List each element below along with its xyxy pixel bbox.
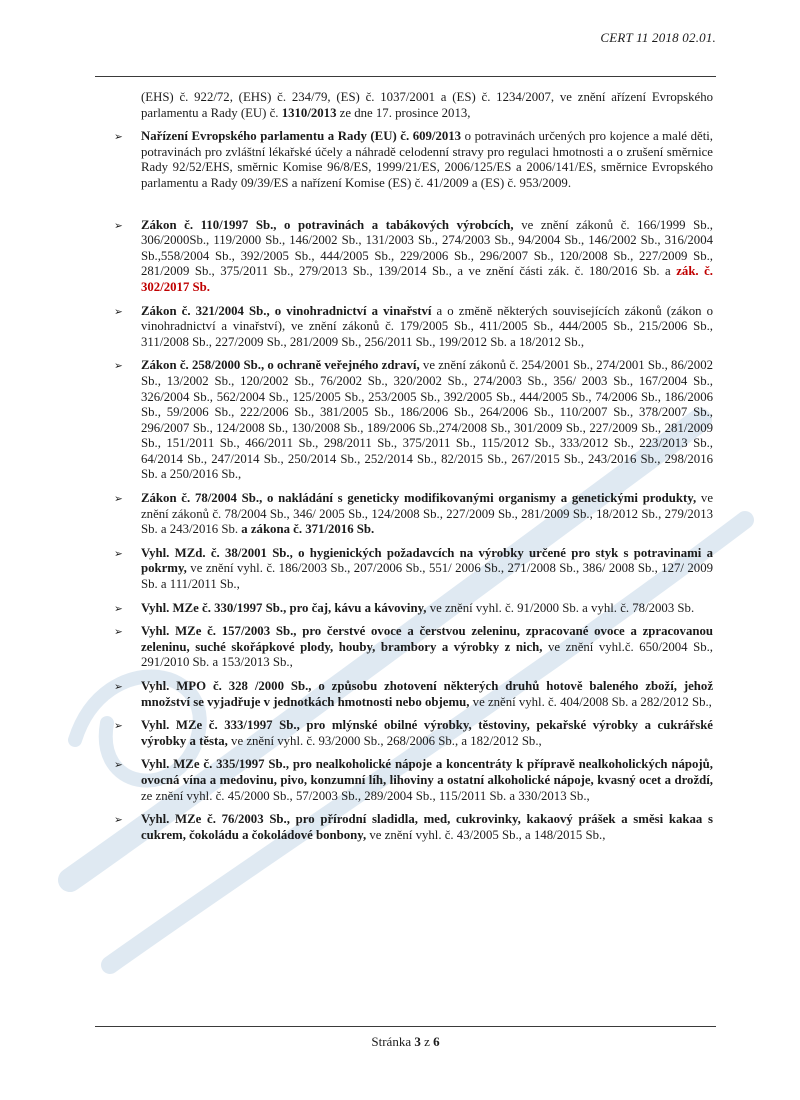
text-segment: ve znění zákonů č. 166/1999 Sb., 306/2000Sb., 119/2000 Sb., 146/2002 Sb., 131/2003 Sb., 274/2003 Sb., 94/2004 Sb., 146/2002 Sb., 316/2004 Sb.,558/2004 Sb., 392/2005 Sb., 444/2005 Sb., 229/2006 Sb., 296/2007 Sb., 120/2008 Sb., 227/2009 Sb., 281/2009 Sb., 375/2011 Sb., 279/2013 Sb., 139/2014 Sb., a ve znění části zák. č. 180/2016 Sb. a — [141, 217, 714, 279]
text-segment: 6 — [433, 1034, 440, 1049]
bullet-arrow-icon: ➢ — [114, 720, 123, 733]
regulation-list — [114, 129, 714, 843]
text-segment: ve znění vyhl. č. 93/2000 Sb., 268/2006 Sb., a 182/2012 Sb., — [227, 733, 542, 748]
bullet-arrow-icon: ➢ — [114, 626, 123, 639]
bullet-arrow-icon: ➢ — [114, 493, 123, 506]
text-segment: Vyhl. MPO č. 328 /2000 Sb., o způsobu zhotovení některých druhů hotově baleného zboží, jehož množství se vyjadřuje v jednotkách hmotnosti nebo objemu, — [141, 679, 713, 709]
list-item — [114, 718, 713, 749]
list-item — [114, 358, 713, 483]
list-item — [114, 624, 714, 671]
text-segment: Vyhl. MZe č. 157/2003 Sb., pro čerstvé ovoce a čerstvou zeleninu, zpracované ovoce a zpracovanou zeleninu, suché skořápkové plody, houby, brambory a výrobky z nich, — [141, 624, 713, 654]
text-segment: Nařízení Evropského parlamentu a Rady (EU) č. 609/2013 — [141, 129, 462, 144]
bullet-arrow-icon: ➢ — [114, 602, 123, 615]
item-text — [141, 601, 713, 617]
header-rule — [95, 76, 716, 77]
text-segment: o potravinách určených pro kojence a malé děti, potravinách pro zvláštní lékařské účely a náhradě celodenní stravy pro regulaci hmotnosti a o zrušení směrnice Rady 92/52/EHS, směrnic Komise 96/8/ES, 1999/21/ES, 2006/125/ES a 2006/141/ES, směrnice Evropského parlamentu a Rady 09/39/ES a nařízení Komise (ES) č. 41/2009 a (ES) č. 953/2009. — [141, 129, 713, 190]
list-item — [114, 679, 713, 710]
item-text — [141, 491, 713, 538]
text-segment: Vyhl. MZe č. 335/1997 Sb., pro nealkoholické nápoje a koncentráty k přípravě nealkoholických nápojů, ovocná vína a medovinu, pivo, konzumní líh, lihoviny a ostatní alkoholické nápoje, kvasný ocet a droždí, — [141, 757, 713, 787]
text-segment: Vyhl. MZe č. 76/2003 Sb., pro přírodní sladidla, med, cukrovinky, kakaový prášek a směsi kakaa s cukrem, čokoládu a čokoládové bonbony, — [141, 812, 713, 842]
item-text — [141, 218, 713, 296]
bullet-arrow-icon: ➢ — [114, 547, 123, 560]
text-segment: Vyhl. MZe č. 330/1997 Sb., pro čaj, kávu a kávoviny, — [141, 600, 427, 615]
text-segment: ve znění zákonů č. 254/2001 Sb., 274/2001 Sb., 86/2002 Sb., 13/2002 Sb., 120/2002 Sb., 76/2002 Sb., 320/2002 Sb., 274/2003 Sb., 356/ 2003 Sb., 167/2004 Sb., 326/2004 Sb., 562/2004 Sb., 125/2005 Sb., 253/2005 Sb., 392/2005 Sb., 444/2005 Sb., 74/2006 Sb., 186/2006 Sb., 59/2006 Sb., 222/2006 Sb., 381/2005 Sb., 186/2006 Sb., 264/2006 Sb., 110/2007 Sb., 378/2007 Sb., 296/2007 Sb., 124/2008 Sb., 130/2008 Sb., 189/2006 Sb.,274/2008 Sb., 301/2009 Sb., 227/2009 Sb., 281/2009 Sb., 151/2011 Sb., 466/2011 Sb., 298/2011 Sb., 375/2011 Sb., 115/2012 Sb., 333/2012 Sb., 223/2013 Sb., 64/2014 Sb., 247/2014 Sb., 250/2014 Sb., 252/2014 Sb., 82/2015 Sb., 267/2015 Sb., 243/2016 Sb., 298/2016 Sb. a 250/2016 Sb., — [141, 358, 713, 482]
item-text — [141, 718, 713, 749]
intro-paragraph — [141, 90, 713, 121]
text-segment: Vyhl. MZe č. 333/1997 Sb., pro mlýnské obilné výrobky, těstoviny, pekařské výrobky a cukrářské výrobky a těsta, — [141, 718, 713, 748]
text-segment: ve znění vyhl. č. 404/2008 Sb. a 282/2012 Sb., — [469, 694, 712, 709]
list-item — [114, 303, 713, 351]
bullet-arrow-icon: ➢ — [114, 305, 123, 318]
list-item — [114, 217, 714, 296]
text-segment: Zákon č. 78/2004 Sb., o nakládání s geneticky modifikovanými organismy a genetickými produkty, — [141, 491, 697, 506]
text-segment: ve znění zákonů č. 78/2004 Sb., 346/ 2005 Sb., 124/2008 Sb., 227/2009 Sb., 281/2009 Sb., 18/2012 Sb., 279/2013 Sb. a 243/2016 Sb. — [141, 491, 713, 537]
document-body — [114, 90, 714, 851]
text-segment: ve znění vyhl. č. 91/2000 Sb. a vyhl. č. 78/2003 Sb. — [426, 600, 695, 615]
header-doc-code: CERT 11 2018 02.01. — [600, 30, 716, 45]
bullet-arrow-icon: ➢ — [114, 131, 123, 144]
footer-page-number — [371, 1034, 439, 1049]
text-segment: 3 — [414, 1034, 421, 1049]
item-text — [141, 358, 713, 483]
text-segment: (EHS) č. 922/72, (EHS) č. 234/79, (ES) č. 1037/2001 a (ES) č. 1234/2007, ve znění ařízení Evropského parlamentu a Rady (EU) č. — [141, 90, 713, 120]
bullet-arrow-icon: ➢ — [114, 759, 123, 772]
text-segment: Zákon č. 258/2000 Sb., o ochraně veřejného zdraví, — [141, 358, 420, 373]
list-item — [114, 812, 713, 843]
text-segment: ve znění vyhl. č. 43/2005 Sb., a 148/2015 Sb., — [366, 827, 606, 842]
text-segment: ze dne 17. prosince 2013, — [336, 105, 471, 120]
list-item — [114, 491, 713, 538]
item-text — [141, 812, 713, 843]
text-segment: 1310/2013 — [281, 105, 337, 120]
bullet-arrow-icon: ➢ — [114, 814, 123, 827]
bullet-arrow-icon: ➢ — [114, 219, 123, 232]
list-item — [114, 757, 713, 804]
text-segment: ze znění vyhl. č. 45/2000 Sb., 57/2003 Sb., 289/2004 Sb., 115/2011 Sb. a 330/2013 Sb., — [141, 788, 590, 803]
text-segment: zák. č. 302/2017 Sb. — [141, 264, 713, 294]
text-segment: Zákon č. 321/2004 Sb., o vinohradnictví a vinařství — [141, 303, 432, 318]
bullet-arrow-icon: ➢ — [114, 681, 123, 693]
text-segment: a o změně některých souvisejících zákonů (zákon o vinohradnictví a vinařství), ve znění zákonů č. 179/2005 Sb., 411/2005 Sb., 444/2005 Sb., 215/2006 Sb., 311/2008 Sb., 227/2009 Sb., 281/2009 Sb., 256/2011 Sb., 199/2012 Sb. a 18/2012 Sb., — [141, 303, 713, 349]
bullet-arrow-icon: ➢ — [114, 360, 123, 373]
item-text — [141, 546, 713, 593]
item-text — [141, 304, 713, 351]
text-segment: Vyhl. MZd. č. 38/2001 Sb., o hygienických požadavcích na výrobky určené pro styk s potravinami a pokrmy, — [141, 545, 713, 576]
text-segment: ve znění vyhl. č. 186/2003 Sb., 207/2006 Sb., 551/ 2006 Sb., 271/2008 Sb., 386/ 2008 Sb., 127/ 2009 Sb. a 111/2011 Sb., — [141, 561, 713, 592]
text-segment: Zákon č. 110/1997 Sb., o potravinách a tabákových výrobcích, — [141, 217, 514, 232]
item-text — [141, 757, 713, 804]
list-item — [114, 129, 713, 191]
list-item — [114, 545, 713, 593]
page-footer — [95, 1026, 716, 1050]
list-item — [114, 600, 713, 617]
item-text — [141, 129, 713, 191]
text-segment: a zákona č. 371/2016 Sb. — [241, 522, 375, 537]
text-segment: z — [420, 1034, 434, 1049]
item-text — [141, 679, 713, 710]
text-segment: ve znění vyhl.č. 650/2004 Sb., 291/2010 Sb. a 153/2013 Sb., — [141, 639, 714, 670]
text-segment: Stránka — [371, 1034, 415, 1049]
item-text — [141, 624, 713, 671]
